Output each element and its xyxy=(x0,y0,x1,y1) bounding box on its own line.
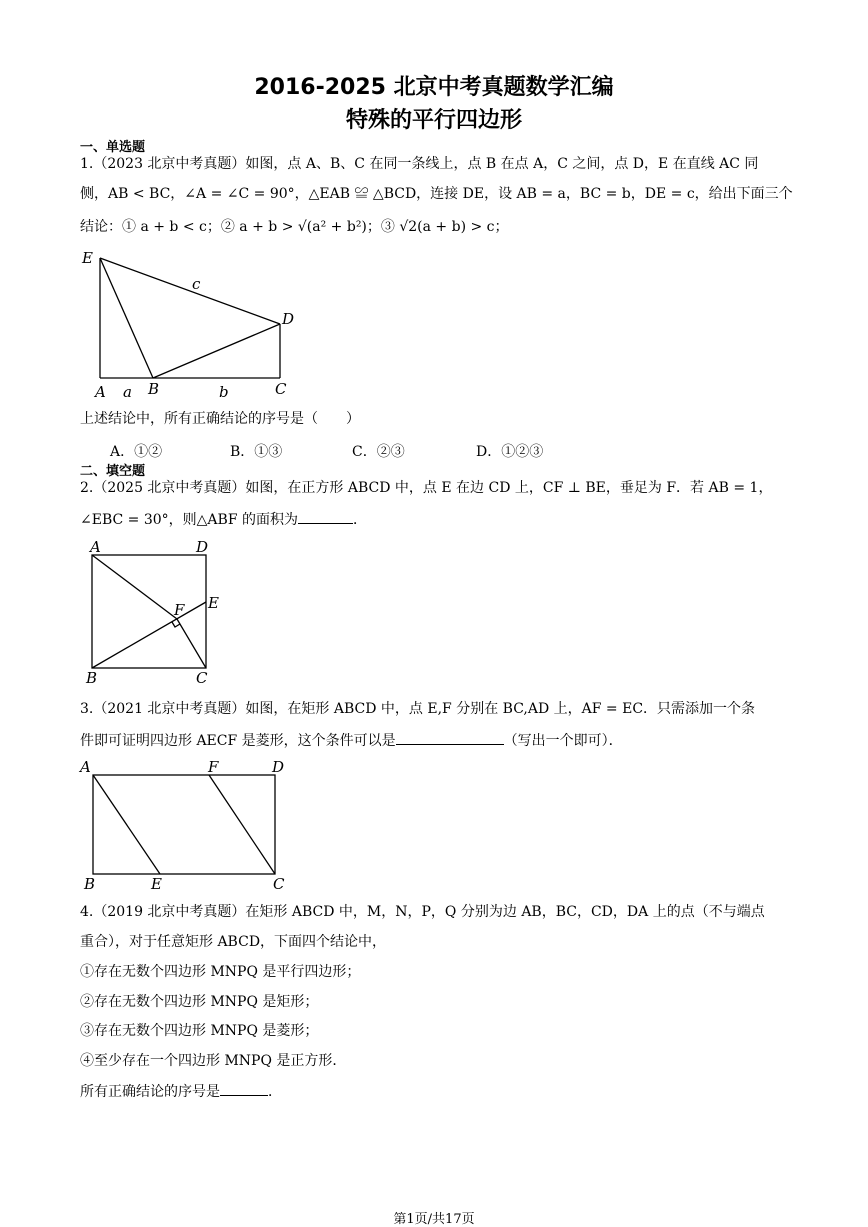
document-title: 2016-2025 北京中考真题数学汇编 xyxy=(254,75,614,100)
q2-segment-cf xyxy=(177,619,206,668)
q3-label-c: C xyxy=(273,875,285,893)
q1-text-line-3: 结论：① a + b < c；② a + b > √(a² + b²)；③ √2(a + b) > c； xyxy=(80,219,509,235)
q3-answer-blank[interactable] xyxy=(396,730,504,745)
q1-text-line-1: 1.（2023 北京中考真题）如图，点 A、B、C 在同一条线上，点 B 在点 A，C 之间，点 D，E 在直线 AC 同 xyxy=(80,156,759,172)
q3-label-b: B xyxy=(84,875,96,893)
q4-text-line-1: 4.（2019 北京中考真题）在矩形 ABCD 中，M，N，P，Q 分别为边 AB，BC，CD，DA 上的点（不与端点 xyxy=(80,904,765,920)
q2-text-line-2-prefix: ∠EBC = 30°，则△ABF 的面积为 xyxy=(80,512,298,528)
q3-segment-ae xyxy=(93,775,160,874)
section-heading-fill-in: 二、填空题 xyxy=(80,464,146,479)
q1-figure xyxy=(76,248,306,403)
q2-label-c: C xyxy=(196,669,208,687)
q1-segment-eb xyxy=(100,258,153,378)
q1-segment-ed xyxy=(100,258,280,324)
q1-choice-d: D．①②③ xyxy=(476,444,544,460)
q4-question-suffix: ． xyxy=(268,1084,282,1100)
q1-label-b-edge: b xyxy=(219,383,229,401)
q2-text-line-2 xyxy=(80,509,790,530)
q3-figure xyxy=(78,756,298,894)
q4-item-4: ④至少存在一个四边形 MNPQ 是正方形． xyxy=(80,1053,347,1069)
q3-label-a: A xyxy=(80,758,91,776)
q3-label-f: F xyxy=(208,758,219,776)
q3-text-line-1: 3.（2021 北京中考真题）如图，在矩形 ABCD 中，点 E,F 分别在 BC,AD 上，AF = EC．只需添加一个条 xyxy=(80,701,756,717)
q2-label-b: B xyxy=(86,669,98,687)
q1-label-a-edge: a xyxy=(123,383,132,401)
q2-label-f: F xyxy=(174,601,185,619)
q3-label-e: E xyxy=(151,875,162,893)
q4-item-2: ②存在无数个四边形 MNPQ 是矩形； xyxy=(80,994,319,1010)
q3-rectangle xyxy=(93,775,275,874)
q3-label-d: D xyxy=(272,758,285,776)
q3-text-line-2 xyxy=(80,730,790,751)
q2-answer-blank[interactable] xyxy=(298,509,353,524)
q1-label-c-edge: c xyxy=(192,275,201,293)
q1-label-e: E xyxy=(82,249,93,267)
q4-text-line-2: 重合），对于任意矩形 ABCD，下面四个结论中， xyxy=(80,934,387,950)
q4-question-prefix: 所有正确结论的序号是 xyxy=(80,1084,220,1100)
q2-label-a: A xyxy=(90,538,101,556)
q2-figure xyxy=(84,536,234,688)
q2-text-line-2-suffix: ． xyxy=(352,512,367,528)
q4-question xyxy=(80,1081,790,1102)
q2-text-line-1: 2.（2025 北京中考真题）如图，在正方形 ABCD 中，点 E 在边 CD 上，CF ⊥ BE，垂足为 F．若 AB = 1， xyxy=(80,480,773,496)
document-subtitle: 特殊的平行四边形 xyxy=(345,108,522,133)
q1-label-a-point: A xyxy=(95,383,106,401)
q3-text-line-2-prefix: 件即可证明四边形 AECF 是菱形，这个条件可以是 xyxy=(80,733,396,749)
q1-segment-bd xyxy=(153,324,280,378)
q1-text-line-2: 侧，AB < BC，∠A = ∠C = 90°，△EAB ≌ △BCD，连接 DE，设 AB = a，BC = b，DE = c，给出下面三个 xyxy=(80,186,793,202)
q2-segment-be xyxy=(92,602,206,668)
q1-label-c-point: C xyxy=(275,380,287,398)
q1-choice-c: C．②③ xyxy=(352,444,405,460)
q2-segment-af xyxy=(92,555,177,619)
q4-item-1: ①存在无数个四边形 MNPQ 是平行四边形； xyxy=(80,964,361,980)
q1-question: 上述结论中，所有正确结论的序号是（ ） xyxy=(80,411,360,427)
q3-segment-fc xyxy=(209,775,275,874)
q2-label-d: D xyxy=(196,538,209,556)
q1-choice-b: B．①③ xyxy=(230,444,283,460)
q1-label-b-point: B xyxy=(148,380,160,398)
section-heading-single-choice: 一、单选题 xyxy=(80,140,146,155)
q4-answer-blank[interactable] xyxy=(220,1081,268,1096)
q4-item-3: ③存在无数个四边形 MNPQ 是菱形； xyxy=(80,1023,319,1039)
q1-label-d: D xyxy=(282,310,295,328)
q1-choice-a: A．①② xyxy=(110,444,163,460)
q3-text-line-2-suffix: （写出一个即可）． xyxy=(503,733,623,749)
page-footer: 第1页/共17页 xyxy=(393,1212,475,1227)
q2-label-e: E xyxy=(208,594,219,612)
